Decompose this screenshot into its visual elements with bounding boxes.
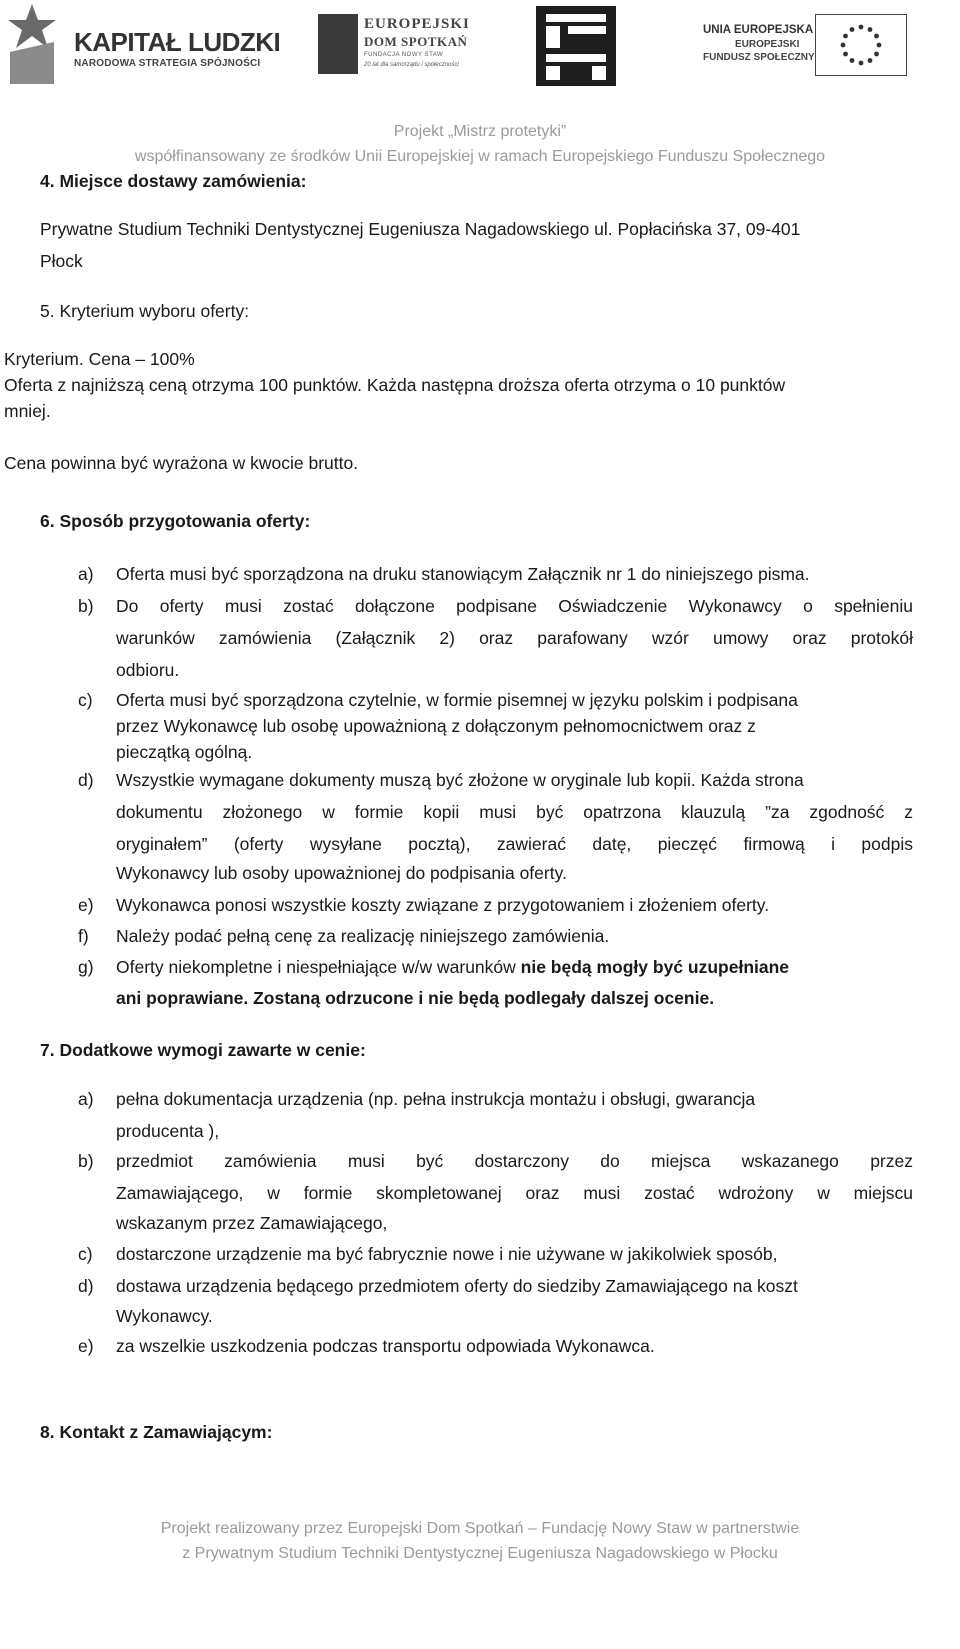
s6-a-line-1: Oferta musi być sporządzona na druku stanowiącym Załącznik nr 1 do niniejszego pisma. <box>116 564 810 584</box>
s6-d-line-3: oryginałem” (oferty wysyłane pocztą), zawierać datę, pieczęć firmową i podpis <box>116 834 913 854</box>
s7-c-line-1: dostarczone urządzenie ma być fabrycznie nowe i nie używane w jakikolwiek sposób, <box>116 1244 778 1264</box>
s6-a-marker: a) <box>78 564 94 584</box>
section-7-heading: 7. Dodatkowe wymogi zawarte w cenie: <box>40 1040 366 1060</box>
s6-e-marker: e) <box>78 895 94 915</box>
s6-g-line-1 <box>116 956 789 978</box>
project-title: Projekt „Mistrz protetyki” <box>393 123 567 140</box>
s7-d-line-1: dostawa urządzenia będącego przedmiotem oferty do siedziby Zamawiającego na koszt <box>116 1276 798 1296</box>
ue-title-1: UNIA EUROPEJSKA <box>703 24 814 36</box>
s7-c-marker: c) <box>78 1244 93 1264</box>
s6-f-line-1: Należy podać pełną cenę za realizację niniejszego zamówienia. <box>116 926 610 946</box>
s6-g-line-1-plain: Oferty niekompletne i niespełniające w/w warunków <box>116 957 521 977</box>
eds-logo-icon <box>318 14 358 74</box>
s6-d-line-1: Wszystkie wymagane dokumenty muszą być złożone w oryginale lub kopii. Każda strona <box>116 770 804 790</box>
project-subtitle: współfinansowany ze środków Unii Europejskiej w ramach Europejskiego Funduszu Społecznego <box>134 148 826 165</box>
s6-g-line-1-bold: nie będą mogły być uzupełniane <box>520 957 790 977</box>
s7-d-line-2: Wykonawcy. <box>116 1306 213 1326</box>
s7-b-marker: b) <box>78 1151 94 1171</box>
section-6-heading: 6. Sposób przygotowania oferty: <box>40 511 311 531</box>
s5-line-4: Cena powinna być wyrażona w kwocie brutto. <box>4 453 359 473</box>
section-5-heading: 5. Kryterium wyboru oferty: <box>40 301 250 321</box>
footer-line-2: z Prywatnym Studium Techniki Dentystycznej Eugeniusza Nagadowskiego w Płocku <box>182 1545 778 1562</box>
section-4-heading: 4. Miejsce dostawy zamówienia: <box>40 171 307 191</box>
s7-a-line-2: producenta ), <box>116 1121 220 1141</box>
s7-a-line-1: pełna dokumentacja urządzenia (np. pełna instrukcja montażu i obsługi, gwarancja <box>116 1089 756 1109</box>
s7-d-marker: d) <box>78 1276 94 1296</box>
eds-title-3: FUNDACJA NOWY STAW <box>364 52 444 58</box>
s6-d-line-2: dokumentu złożonego w formie kopii musi być opatrzona klauzulą ”za zgodność z <box>116 802 913 822</box>
s6-d-marker: d) <box>78 770 94 790</box>
eds-title-2: DOM SPOTKAŃ <box>364 34 468 49</box>
section-8-heading: 8. Kontakt z Zamawiającym: <box>40 1422 273 1442</box>
s6-c-line-1: Oferta musi być sporządzona czytelnie, w formie pisemnej w języku polskim i podpisana <box>116 690 798 710</box>
s7-e-line-1: za wszelkie uszkodzenia podczas transportu odpowiada Wykonawca. <box>116 1336 655 1356</box>
s6-g-marker: g) <box>78 957 94 977</box>
s5-line-2: Oferta z najniższą ceną otrzyma 100 punktów. Każda następna droższa oferta otrzyma o 10 punktów <box>4 375 786 395</box>
ue-title-2: EUROPEJSKI <box>735 39 800 50</box>
s6-f-marker: f) <box>78 926 89 946</box>
s6-b-line-2: warunków zamówienia (Załącznik 2) oraz parafowany wzór umowy oraz protokół <box>116 628 913 648</box>
eu-flag-icon <box>815 14 907 76</box>
s5-line-1: Kryterium. Cena – 100% <box>4 349 195 369</box>
s7-b-line-2: Zamawiającego, w formie skompletowanej oraz musi zostać wdrożony w miejscu <box>116 1183 913 1203</box>
s6-c-line-3: pieczątką ogólną. <box>116 742 253 762</box>
s7-b-line-3: wskazanym przez Zamawiającego, <box>116 1213 388 1233</box>
studium-logo-icon <box>534 4 618 88</box>
s6-c-marker: c) <box>78 690 93 710</box>
footer-line-1: Projekt realizowany przez Europejski Dom Spotkań – Fundację Nowy Staw w partnerstwie <box>160 1520 800 1537</box>
s4-line-2: Płock <box>40 251 83 271</box>
s6-g-line-2: ani poprawiane. Zostaną odrzucone i nie będą podlegały dalszej ocenie. <box>116 988 715 1008</box>
ue-title-3: FUNDUSZ SPOŁECZNY <box>703 52 815 63</box>
kapital-ludzki-subtitle: NARODOWA STRATEGIA SPÓJNOŚCI <box>74 58 261 69</box>
s6-b-line-3: odbioru. <box>116 660 180 680</box>
s5-line-3: mniej. <box>4 401 51 421</box>
s6-e-line-1: Wykonawca ponosi wszystkie koszty związane z przygotowaniem i złożeniem oferty. <box>116 895 770 915</box>
s7-e-marker: e) <box>78 1336 94 1356</box>
s6-d-line-4: Wykonawcy lub osoby upoważnionej do podpisania oferty. <box>116 863 567 883</box>
s7-a-marker: a) <box>78 1089 94 1109</box>
s6-b-line-1: Do oferty musi zostać dołączone podpisane Oświadczenie Wykonawcy o spełnieniu <box>116 596 913 616</box>
kapital-ludzki-logo-icon <box>4 2 60 86</box>
s6-b-marker: b) <box>78 596 94 616</box>
s7-b-line-1: przedmiot zamówienia musi być dostarczony do miejsca wskazanego przez <box>116 1151 913 1171</box>
s6-c-line-2: przez Wykonawcę lub osobę upoważnioną z dołączonym pełnomocnictwem oraz z <box>116 716 756 736</box>
s4-line-1: Prywatne Studium Techniki Dentystycznej Eugeniusza Nagadowskiego ul. Popłacińska 37, 09-401 <box>40 219 801 239</box>
eds-title-4: 20 lat dla samorządu i społeczności <box>364 62 459 68</box>
kapital-ludzki-title: KAPITAŁ LUDZKI <box>74 27 281 57</box>
eds-title-1: EUROPEJSKI <box>364 16 470 32</box>
